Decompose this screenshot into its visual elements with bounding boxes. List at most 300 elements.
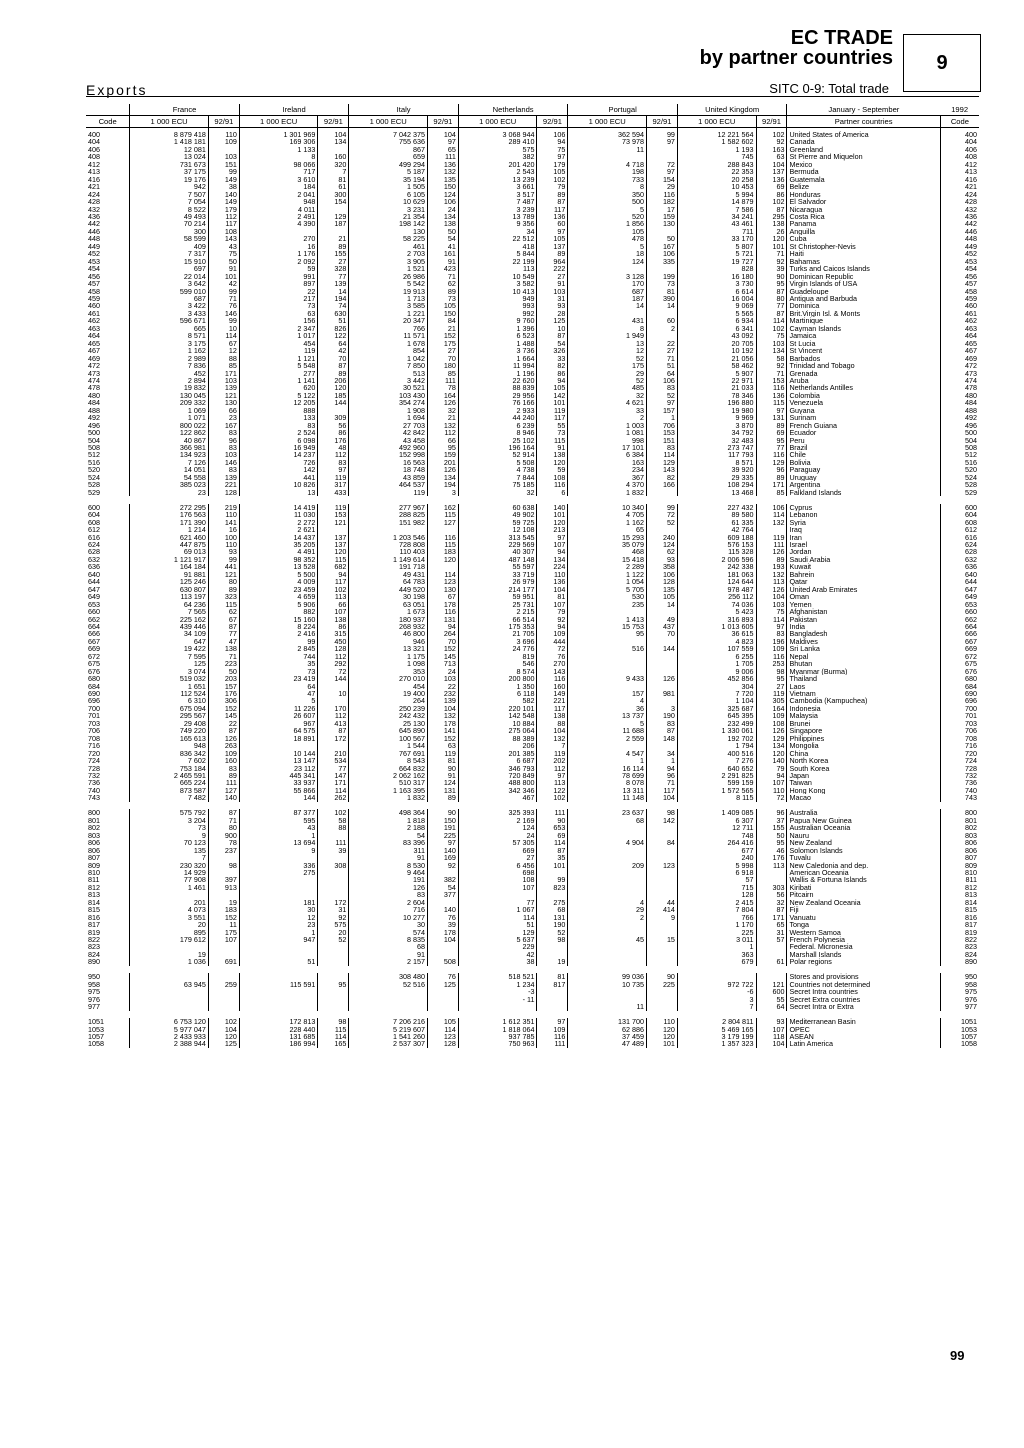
- value-cell: 8 522: [130, 206, 209, 213]
- value-cell: 726: [239, 459, 318, 466]
- code-cell-right: 484: [940, 399, 979, 406]
- code-cell: 624: [88, 540, 100, 549]
- value-cell: 70 123: [130, 839, 209, 846]
- value-cell: 15 910: [130, 258, 209, 265]
- ratio-cell: 93: [756, 1018, 787, 1025]
- value-cell: 20: [130, 921, 209, 928]
- value-cell: 2 894: [130, 377, 209, 384]
- value-cell: 2 388 944: [130, 1040, 209, 1047]
- ratio-cell: 193: [756, 563, 787, 570]
- value-cell: 200 800: [458, 675, 537, 682]
- ratio-cell: 87: [756, 906, 787, 913]
- ratio-cell: 39: [427, 921, 458, 928]
- code-cell: 413: [88, 168, 100, 176]
- ratio-cell: 126: [427, 399, 458, 406]
- value-cell: 63 945: [130, 981, 209, 988]
- ratio-cell: 132: [537, 735, 568, 742]
- value-cell: 800 022: [130, 422, 209, 429]
- table-row: [86, 243, 979, 250]
- value-cell: 2 559: [568, 735, 647, 742]
- value-cell: 3 231: [349, 206, 428, 213]
- value-cell: 43 461: [677, 220, 756, 227]
- ratio-cell: 77: [756, 444, 787, 451]
- ratio-cell: [318, 206, 349, 213]
- ratio-cell: 94: [537, 377, 568, 384]
- code-cell-right: 458: [940, 288, 979, 295]
- value-cell: 288 843: [677, 161, 756, 168]
- code-cell: 612: [88, 526, 100, 534]
- code-cell: 716: [88, 742, 100, 750]
- partner-cell: Qatar: [787, 578, 940, 585]
- value-cell: 1 818: [349, 817, 428, 824]
- table-row: [86, 280, 979, 287]
- code-cell: 701: [88, 712, 100, 720]
- value-cell: 447 875: [130, 541, 209, 548]
- value-cell: 1 678: [349, 340, 428, 347]
- ratio-cell: 102: [318, 586, 349, 593]
- value-cell: 95: [568, 630, 647, 637]
- value-cell: 3 517: [458, 191, 537, 198]
- ratio-cell: 132: [427, 712, 458, 719]
- ratio-cell: 117: [318, 578, 349, 585]
- ratio-cell: 54: [537, 340, 568, 347]
- ratio-cell: 182: [647, 198, 678, 205]
- value-cell: 11 148: [568, 794, 647, 801]
- value-cell: 24: [458, 832, 537, 839]
- ratio-cell: 682: [318, 563, 349, 570]
- ratio-cell: 2: [647, 325, 678, 332]
- group-france: France: [130, 104, 240, 116]
- ratio-cell: 111: [427, 377, 458, 384]
- value-cell: 23 112: [239, 765, 318, 772]
- code-cell: 810: [88, 868, 100, 877]
- ratio-cell: 163: [756, 146, 787, 153]
- ratio-cell: 81: [537, 973, 568, 980]
- partner-cell: Latin America: [787, 1040, 940, 1047]
- value-cell: 8 115: [677, 794, 756, 801]
- ratio-cell: [537, 988, 568, 995]
- value-cell: 325 393: [458, 809, 537, 816]
- ratio-cell: 41: [427, 243, 458, 250]
- ratio-cell: [537, 943, 568, 950]
- table-row: [86, 914, 979, 921]
- table-row: [86, 809, 979, 816]
- value-cell: 6 105: [349, 191, 428, 198]
- value-cell: 1 234: [458, 981, 537, 988]
- ratio-cell: 86: [318, 429, 349, 436]
- value-cell: 2 347: [239, 325, 318, 332]
- partner-cell: Dominican Republic: [787, 273, 940, 280]
- ratio-cell: 77: [756, 302, 787, 309]
- ratio-cell: 106: [537, 128, 568, 139]
- code-cell-right: 812: [940, 884, 979, 891]
- value-cell: 5 423: [677, 608, 756, 615]
- value-cell: 156: [239, 317, 318, 324]
- ratio-cell: 160: [318, 153, 349, 160]
- ratio-cell: 54: [427, 884, 458, 891]
- code-cell-right: 640: [940, 571, 979, 578]
- ratio-cell: 75: [756, 332, 787, 339]
- value-cell: 7 487: [458, 198, 537, 205]
- value-cell: 2 604: [349, 899, 428, 906]
- ratio-cell: 575: [318, 921, 349, 928]
- code-cell-right: 810: [940, 869, 979, 876]
- code-cell: 458: [88, 287, 100, 295]
- ratio-cell: 308: [318, 862, 349, 869]
- value-cell: [349, 988, 428, 995]
- table-row: [86, 250, 979, 257]
- code-cell: 1053: [88, 1025, 104, 1034]
- ratio-cell: 56: [318, 422, 349, 429]
- value-cell: 949: [458, 295, 537, 302]
- value-cell: 6 918: [677, 869, 756, 876]
- trade-table: [86, 104, 979, 1048]
- ratio-cell: 27: [647, 347, 678, 354]
- ratio-cell: 94: [537, 548, 568, 555]
- table-row: [86, 459, 979, 466]
- table-row: [86, 623, 979, 630]
- ratio-cell: 113: [756, 578, 787, 585]
- ratio-cell: [647, 891, 678, 898]
- table-row: [86, 794, 979, 801]
- partner-cell: Stores and provisions: [787, 973, 940, 980]
- code-cell-right: 488: [940, 407, 979, 414]
- code-cell: 636: [88, 563, 100, 571]
- value-cell: 52 914: [458, 451, 537, 458]
- value-cell: 1 141: [239, 377, 318, 384]
- period-label: January - September: [787, 104, 940, 116]
- ratio-cell: 114: [537, 839, 568, 846]
- partner-cell: ASEAN: [787, 1033, 940, 1040]
- ratio-cell: 315: [318, 630, 349, 637]
- code-cell: 473: [88, 369, 100, 377]
- ratio-cell: 125: [537, 317, 568, 324]
- table-row: [86, 176, 979, 183]
- code-cell-right: 400: [940, 128, 979, 139]
- value-cell: 1 122: [568, 571, 647, 578]
- ratio-cell: 292: [318, 660, 349, 667]
- block-separator: [86, 1011, 979, 1019]
- value-cell: 87 377: [239, 809, 318, 816]
- code-cell-right: 459: [940, 295, 979, 302]
- ratio-cell: 63: [427, 742, 458, 749]
- ratio-header: 92/91: [208, 116, 239, 128]
- ratio-cell: 115: [208, 601, 239, 608]
- ratio-cell: 117: [537, 206, 568, 213]
- ratio-cell: 130: [427, 586, 458, 593]
- code-cell-right: 696: [940, 697, 979, 704]
- value-cell: 1 521: [349, 265, 428, 272]
- ratio-cell: 71: [208, 817, 239, 824]
- ratio-cell: 161: [427, 250, 458, 257]
- value-cell: -3: [458, 988, 537, 995]
- table-row: [86, 340, 979, 347]
- ratio-cell: 99: [208, 317, 239, 324]
- code-cell-right: 801: [940, 817, 979, 824]
- value-cell: 11 688: [568, 727, 647, 734]
- value-cell: 217: [239, 295, 318, 302]
- ratio-cell: 27: [318, 258, 349, 265]
- code-cell-right: 716: [940, 742, 979, 749]
- code-cell: 700: [88, 704, 100, 713]
- ratio-cell: 75: [537, 146, 568, 153]
- ratio-cell: 141: [427, 727, 458, 734]
- value-cell: 228 440: [239, 1026, 318, 1033]
- partner-cell: Venezuela: [787, 399, 940, 406]
- partner-cell: Oman: [787, 593, 940, 600]
- ratio-cell: 62: [208, 608, 239, 615]
- value-cell: [239, 988, 318, 995]
- value-cell: 487 148: [458, 556, 537, 563]
- value-cell: 3 239: [458, 206, 537, 213]
- value-cell: 2 041: [239, 191, 318, 198]
- value-cell: 3 661: [458, 183, 537, 190]
- code-cell-right: 1058: [940, 1040, 979, 1047]
- value-cell: 6 384: [568, 451, 647, 458]
- ratio-cell: 159: [647, 213, 678, 220]
- code-cell: 496: [88, 421, 100, 430]
- ratio-cell: 93: [647, 556, 678, 563]
- value-cell: [568, 683, 647, 690]
- code-cell: 696: [88, 697, 100, 705]
- value-cell: 49 902: [458, 511, 537, 518]
- value-cell: 10 340: [568, 504, 647, 511]
- value-cell: 2 416: [239, 630, 318, 637]
- ratio-cell: [647, 660, 678, 667]
- value-cell: 2 933: [458, 407, 537, 414]
- code-cell-right: 728: [940, 765, 979, 772]
- ratio-cell: 76: [427, 914, 458, 921]
- ratio-cell: 60: [537, 220, 568, 227]
- ratio-cell: 323: [208, 593, 239, 600]
- value-cell: 47: [239, 690, 318, 697]
- value-cell: 1 214: [130, 526, 209, 533]
- ratio-cell: 155: [756, 824, 787, 831]
- code-cell-right: 508: [940, 444, 979, 451]
- table-row: [86, 534, 979, 541]
- code-cell: 474: [88, 376, 100, 385]
- ratio-cell: 10: [208, 325, 239, 332]
- ratio-cell: 102: [537, 794, 568, 801]
- value-cell: [568, 943, 647, 950]
- code-cell: 976: [88, 995, 100, 1004]
- value-cell: 993: [458, 302, 537, 309]
- code-cell: 406: [88, 145, 100, 154]
- ratio-cell: 134: [427, 474, 458, 481]
- ratio-cell: 305: [756, 697, 787, 704]
- value-cell: 1 162: [568, 519, 647, 526]
- table-row: [86, 854, 979, 861]
- value-cell: 129: [458, 929, 537, 936]
- ratio-cell: 152: [427, 735, 458, 742]
- value-cell: 499 294: [349, 161, 428, 168]
- ratio-cell: 224: [537, 563, 568, 570]
- value-cell: 609 188: [677, 534, 756, 541]
- value-cell: 19 400: [349, 690, 428, 697]
- ratio-cell: 63: [756, 153, 787, 160]
- value-cell: 4 009: [239, 578, 318, 585]
- ratio-cell: 105: [427, 302, 458, 309]
- code-cell-right: 817: [940, 921, 979, 928]
- code-cell: 408: [88, 153, 100, 161]
- value-cell: 242 338: [677, 563, 756, 570]
- code-cell-right: 472: [940, 362, 979, 369]
- value-cell: 767 691: [349, 750, 428, 757]
- code-cell-right: 644: [940, 578, 979, 585]
- value-cell: 5 122: [239, 392, 318, 399]
- ratio-cell: 190: [647, 712, 678, 719]
- table-row: [86, 779, 979, 786]
- ratio-cell: 10: [537, 325, 568, 332]
- code-cell: 416: [88, 175, 100, 184]
- partner-cell: Falkland Islands: [787, 489, 940, 496]
- value-cell: 35 079: [568, 541, 647, 548]
- value-cell: 25 731: [458, 601, 537, 608]
- ratio-cell: 87: [537, 332, 568, 339]
- ratio-cell: 92: [318, 914, 349, 921]
- value-cell: 10 629: [349, 198, 428, 205]
- ratio-cell: 76: [537, 653, 568, 660]
- value-cell: 8 571: [130, 332, 209, 339]
- value-cell: 478: [568, 235, 647, 242]
- ratio-cell: 166: [647, 481, 678, 488]
- ratio-cell: 71: [208, 653, 239, 660]
- code-cell-right: 428: [940, 198, 979, 205]
- code-cell: 819: [88, 928, 100, 937]
- value-cell: 595: [239, 817, 318, 824]
- code-cell: 452: [88, 250, 100, 258]
- partner-cell: Fiji: [787, 906, 940, 913]
- value-cell: 1: [568, 757, 647, 764]
- ratio-cell: 97: [537, 153, 568, 160]
- value-cell: [568, 824, 647, 831]
- ratio-cell: 165: [318, 1040, 349, 1047]
- code-cell-right: 456: [940, 273, 979, 280]
- value-cell: 942: [130, 183, 209, 190]
- value-cell: [568, 921, 647, 928]
- code-cell: 708: [88, 734, 100, 743]
- ratio-cell: 90: [537, 817, 568, 824]
- ratio-cell: 67: [208, 616, 239, 623]
- code-cell-right: 700: [940, 705, 979, 712]
- partner-cell: Hong Kong: [787, 787, 940, 794]
- ratio-cell: 116: [756, 451, 787, 458]
- ratio-cell: 116: [756, 653, 787, 660]
- value-cell: [568, 951, 647, 958]
- value-cell: 124: [458, 824, 537, 831]
- table-row: [86, 869, 979, 876]
- ratio-cell: 3: [647, 705, 678, 712]
- ratio-cell: 52: [537, 929, 568, 936]
- code-cell: 488: [88, 406, 100, 415]
- partner-cell: Sri Lanka: [787, 645, 940, 652]
- value-cell: [130, 943, 209, 950]
- value-cell: 15 753: [568, 623, 647, 630]
- ratio-cell: 113: [537, 779, 568, 786]
- partner-cell: Iraq: [787, 526, 940, 533]
- ratio-cell: 87: [318, 362, 349, 369]
- ratio-cell: 42: [318, 347, 349, 354]
- partner-cell: Bhutan: [787, 660, 940, 667]
- value-cell: 7 206 216: [349, 1018, 428, 1025]
- value-cell: 232 499: [677, 720, 756, 727]
- value-cell: 8 946: [458, 429, 537, 436]
- ratio-cell: 175: [208, 929, 239, 936]
- code-cell: 600: [88, 503, 100, 512]
- value-cell: 220 101: [458, 705, 537, 712]
- value-cell: 26 607: [239, 712, 318, 719]
- value-cell: 1 488: [458, 340, 537, 347]
- table-row: [86, 571, 979, 578]
- ratio-cell: 74: [318, 302, 349, 309]
- code-cell-right: 662: [940, 616, 979, 623]
- ratio-cell: 62: [647, 548, 678, 555]
- ratio-cell: 105: [427, 1018, 458, 1025]
- value-cell: 3 585: [349, 302, 428, 309]
- ratio-cell: 97: [647, 399, 678, 406]
- table-row: [86, 973, 979, 980]
- value-cell: 7 720: [677, 690, 756, 697]
- ratio-cell: 144: [318, 399, 349, 406]
- ratio-cell: 98: [318, 1018, 349, 1025]
- value-cell: 117 793: [677, 451, 756, 458]
- table-row: [86, 727, 979, 734]
- ratio-cell: 96: [756, 466, 787, 473]
- partner-cell: Secret Intra countries: [787, 988, 940, 995]
- value-cell: 34: [458, 228, 537, 235]
- value-cell: 716: [349, 906, 428, 913]
- value-cell: 2 465 591: [130, 772, 209, 779]
- code-cell-right: 604: [940, 511, 979, 518]
- ratio-cell: 126: [647, 675, 678, 682]
- value-cell: 59 951: [458, 593, 537, 600]
- value-cell: 3 730: [677, 280, 756, 287]
- value-cell: 748: [677, 832, 756, 839]
- ratio-cell: 22: [208, 720, 239, 727]
- code-cell-right: 720: [940, 750, 979, 757]
- table-row: [86, 325, 979, 332]
- ratio-cell: 22: [647, 340, 678, 347]
- ratio-cell: 33: [537, 355, 568, 362]
- ratio-cell: 120: [756, 235, 787, 242]
- code-cell: 1058: [88, 1040, 104, 1048]
- ratio-cell: 115: [427, 541, 458, 548]
- value-cell: 13 239: [458, 176, 537, 183]
- value-cell: 10 144: [239, 750, 318, 757]
- table-row: [86, 235, 979, 242]
- separator-cell: [86, 1011, 979, 1019]
- ratio-cell: 14: [647, 601, 678, 608]
- value-cell: 39 920: [677, 466, 756, 473]
- value-cell: 530: [568, 593, 647, 600]
- value-cell: 181: [239, 899, 318, 906]
- value-cell: 647: [130, 638, 209, 645]
- ratio-cell: [647, 489, 678, 496]
- value-cell: 135: [130, 847, 209, 854]
- ratio-cell: 111: [537, 1040, 568, 1047]
- value-cell: 308 480: [349, 973, 428, 980]
- code-cell: 400: [88, 130, 100, 139]
- value-cell: 196 880: [677, 399, 756, 406]
- value-cell: 264: [349, 697, 428, 704]
- value-cell: 119: [349, 489, 428, 496]
- partner-cell: United States of America: [787, 128, 940, 139]
- ratio-cell: 87: [208, 623, 239, 630]
- ratio-cell: 119: [427, 750, 458, 757]
- ratio-cell: 16: [208, 526, 239, 533]
- partner-cell: Indonesia: [787, 705, 940, 712]
- value-cell: 18 891: [239, 735, 318, 742]
